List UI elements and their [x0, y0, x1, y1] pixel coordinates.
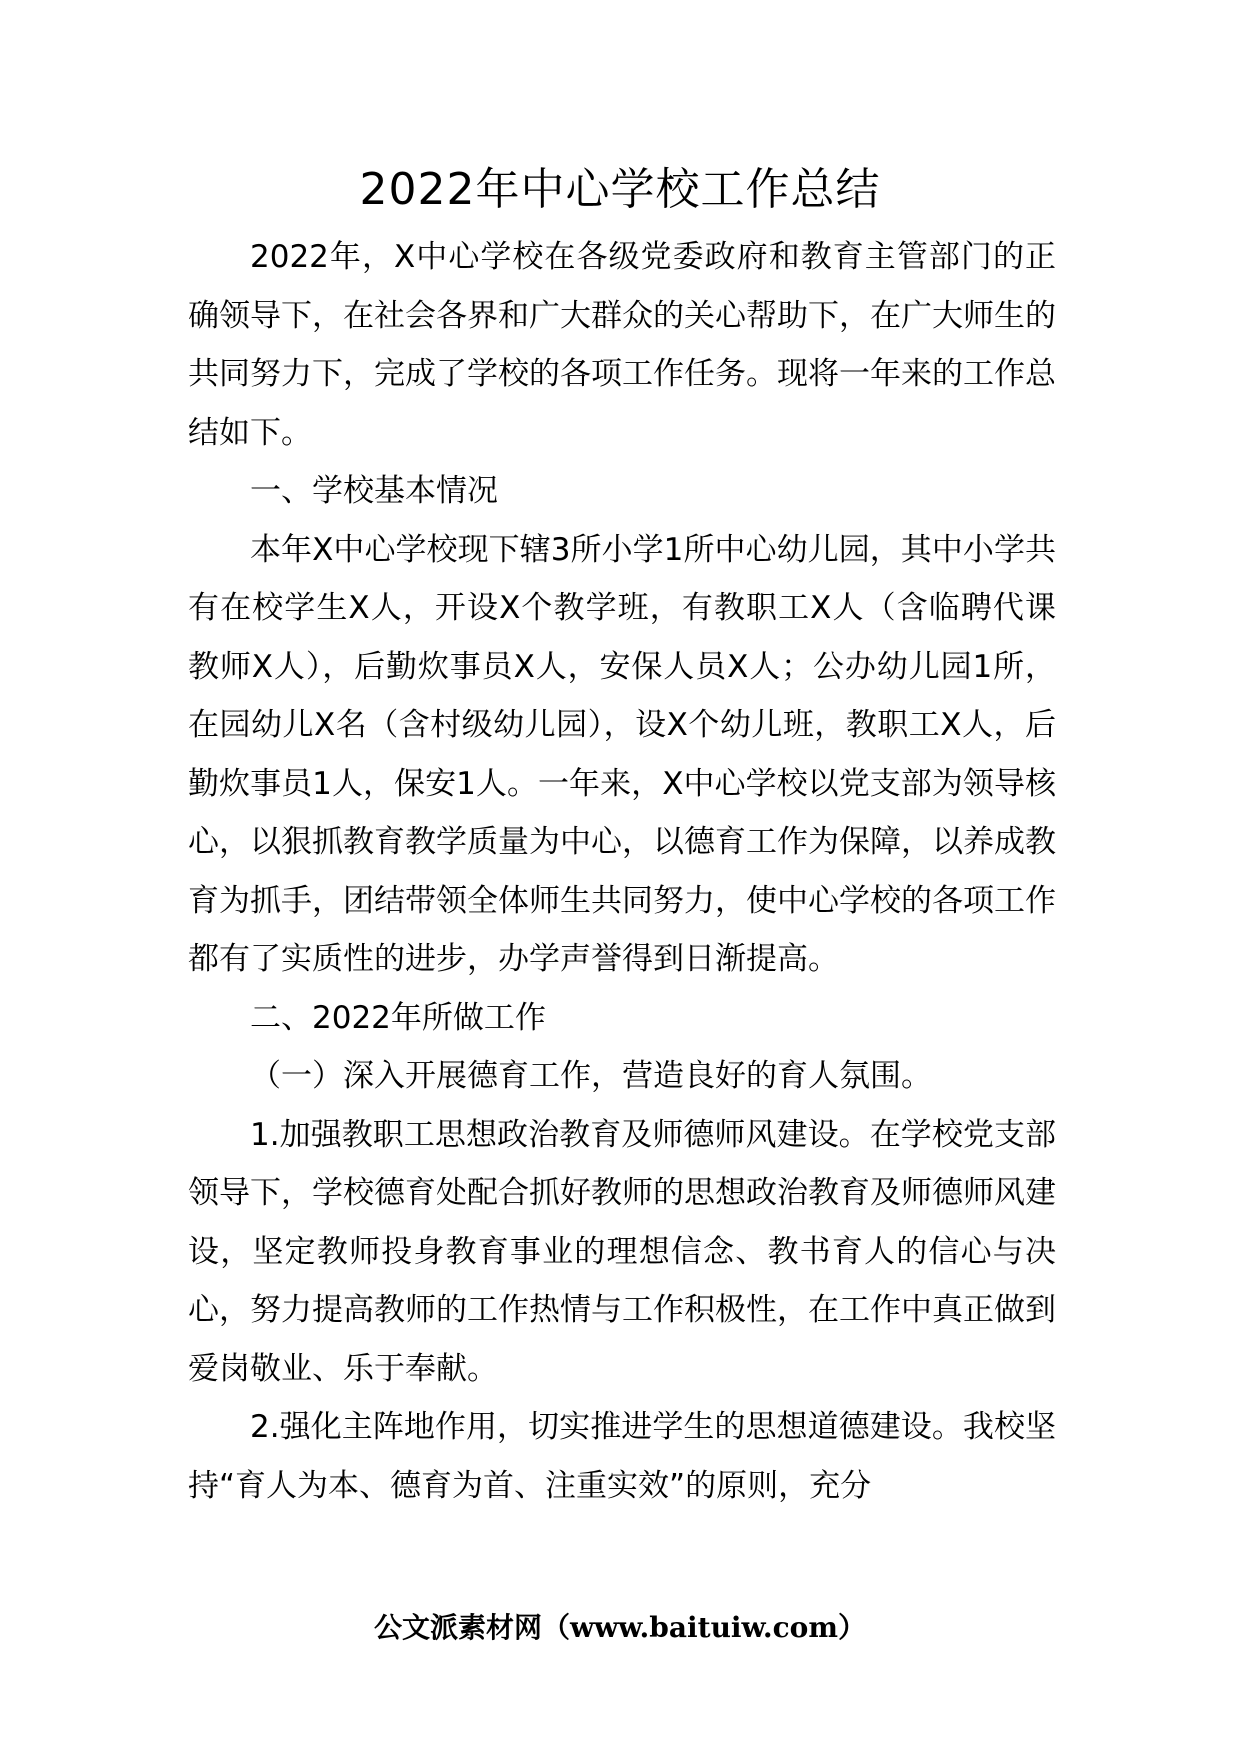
subsection-heading-1: （一）深入开展德育工作，营造良好的育人氛围。: [250, 1058, 932, 1094]
document-body: [188, 228, 1056, 1515]
paragraph-item-2: 2.强化主阵地作用，切实推进学生的思想道德建设。我校坚持“育人为本、德育为首、注重实效”的原则，充分: [188, 1409, 1056, 1504]
section-heading-2: 二、2022年所做工作: [250, 999, 546, 1036]
document-title: 2022年中心学校工作总结: [359, 164, 881, 215]
footer-watermark: 公文派素材网（www.baituiw.com）: [374, 1611, 866, 1644]
paragraph-item-1: 1.加强教职工思想政治教育及师德师风建设。在学校党支部领导下，学校德育处配合抓好教师的思想政治教育及师德师风建设，坚定教师投身教育事业的理想信念、教书育人的信心与决心，努力提高教师的工作热情与工作积极性，在工作中真正做到爱岗敬业、乐于奉献。: [188, 1116, 1056, 1387]
paragraph-basic-info: 本年X中心学校现下辖3所小学1所中心幼儿园，其中小学共有在校学生X人，开设X个教学班，有教职工X人（含临聘代课教师X人），后勤炊事员X人，安保人员X人；公办幼儿园1所，在园幼儿X名（含村级幼儿园），设X个幼儿班，教职工X人，后勤炊事员1人，保安1人。一年来，X中心学校以党支部为领导核心，以狠抓教育教学质量为中心，以德育工作为保障，以养成教育为抓手，团结带领全体师生共同努力，使中心学校的各项工作都有了实质性的进步，办学声誉得到日渐提高。: [188, 531, 1056, 977]
paragraph-intro: 2022年，X中心学校在各级党委政府和教育主管部门的正确领导下，在社会各界和广大群众的关心帮助下，在广大师生的共同努力下，完成了学校的各项工作任务。现将一年来的工作总结如下。: [188, 239, 1056, 451]
section-heading-1: 一、学校基本情况: [250, 473, 498, 509]
